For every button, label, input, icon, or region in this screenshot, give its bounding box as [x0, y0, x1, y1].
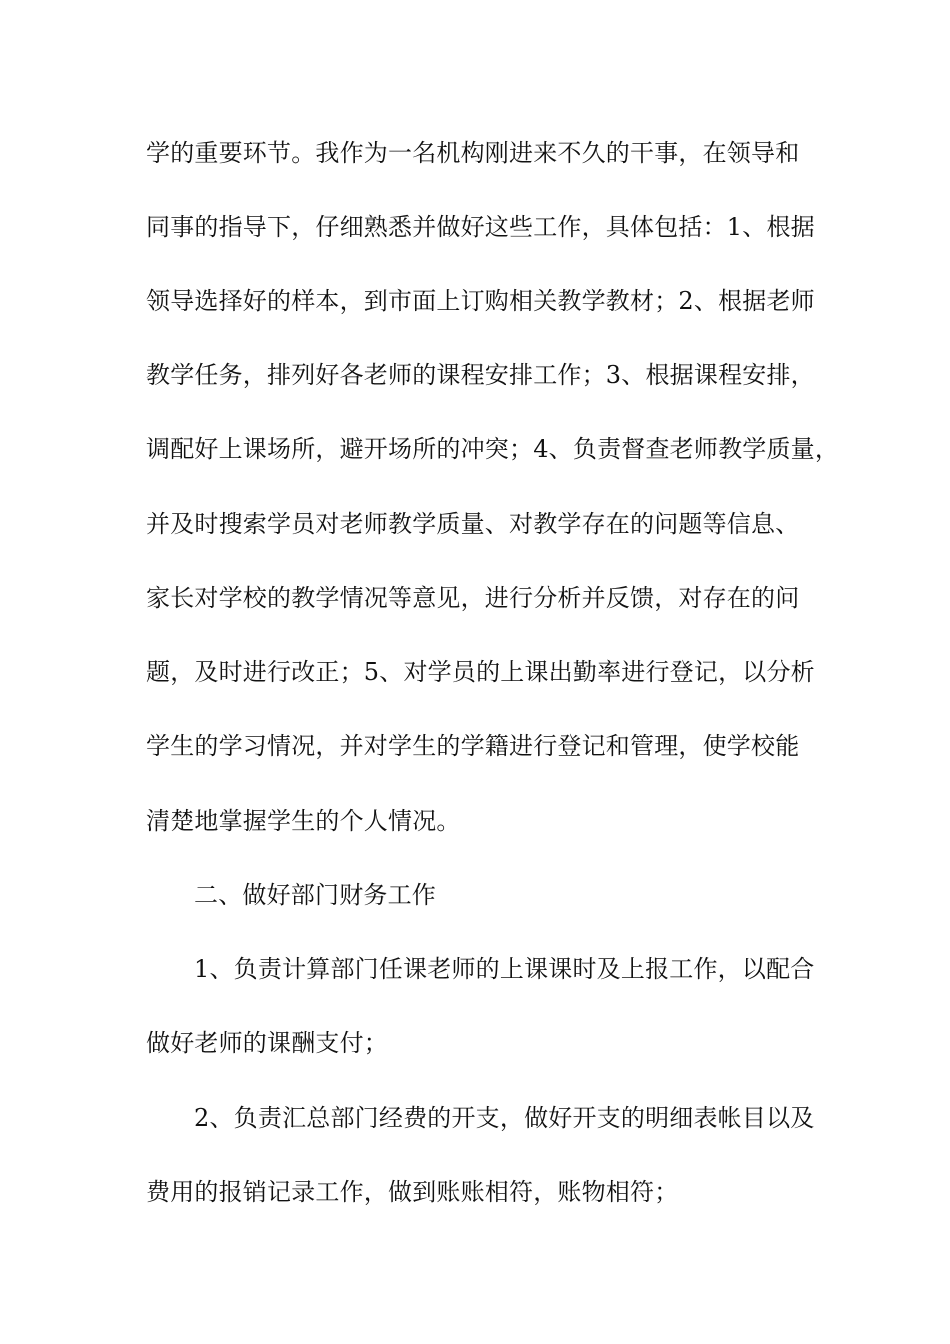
list-item-line: 1、负责计算部门任课老师的上课课时及上报工作，以配合	[194, 955, 815, 983]
list-item-line: 做好老师的课酬支付；	[146, 1029, 388, 1057]
paragraph-line: 学的重要环节。我作为一名机构刚进来不久的干事，在领导和	[146, 139, 800, 167]
section-heading: 二、做好部门财务工作	[194, 881, 436, 909]
paragraph-line: 家长对学校的教学情况等意见，进行分析并反馈，对存在的问	[146, 584, 800, 612]
paragraph-line: 调配好上课场所，避开场所的冲突；4、负责督查老师教学质量，	[146, 435, 840, 463]
paragraph-line: 教学任务，排列好各老师的课程安排工作；3、根据课程安排，	[146, 361, 815, 389]
paragraph-line: 并及时搜索学员对老师教学质量、对教学存在的问题等信息、	[146, 510, 800, 538]
paragraph-line: 领导选择好的样本，到市面上订购相关教学教材；2、根据老师	[146, 287, 815, 315]
paragraph-line: 清楚地掌握学生的个人情况。	[146, 807, 461, 835]
paragraph-line: 同事的指导下，仔细熟悉并做好这些工作，具体包括：1、根据	[146, 213, 815, 241]
paragraph-line: 题，及时进行改正；5、对学员的上课出勤率进行登记，以分析	[146, 658, 815, 686]
paragraph-line: 学生的学习情况，并对学生的学籍进行登记和管理，使学校能	[146, 732, 800, 760]
list-item-line: 费用的报销记录工作，做到账账相符，账物相符；	[146, 1178, 679, 1206]
list-item-line: 2、负责汇总部门经费的开支，做好开支的明细表帐目以及	[194, 1104, 815, 1132]
